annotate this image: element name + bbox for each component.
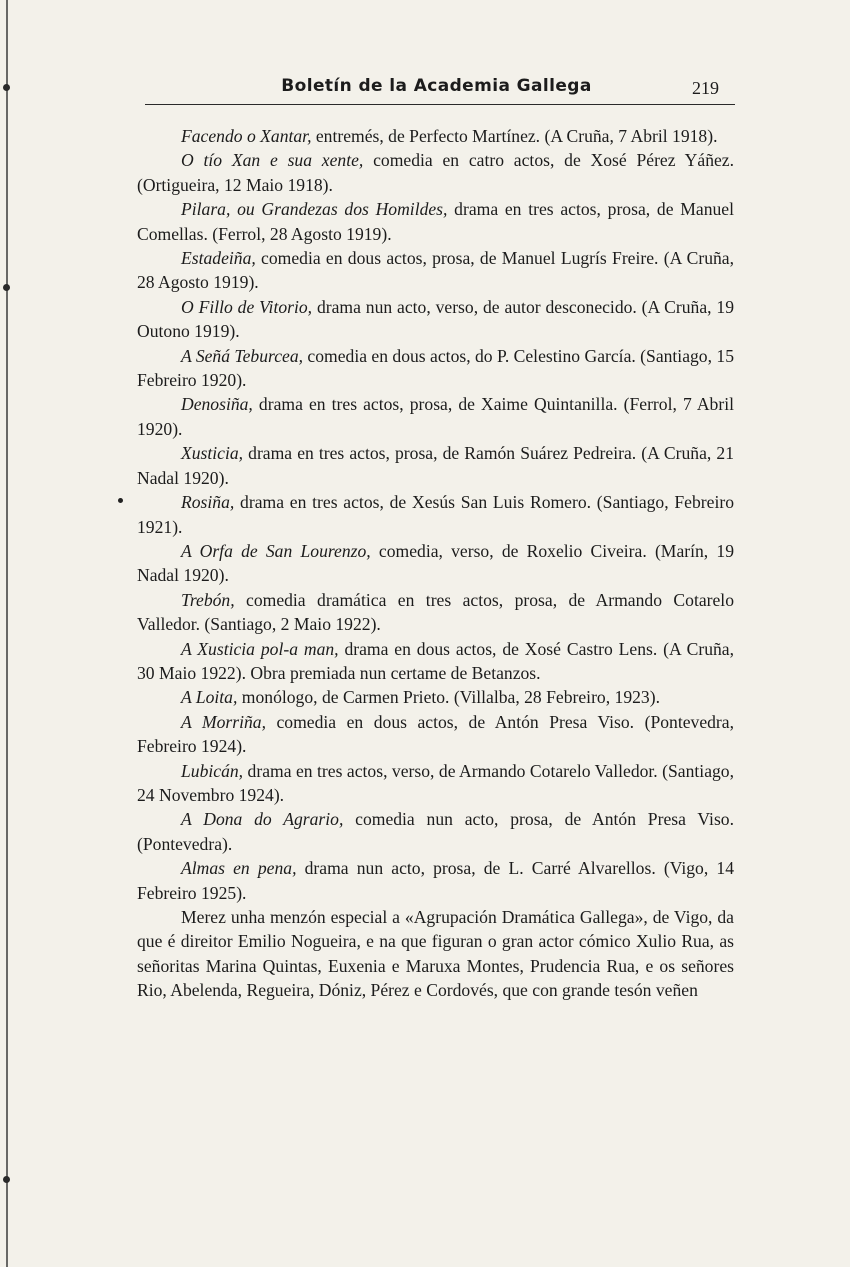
page-binding-edge [6,0,8,1267]
entry-details: monólogo, de Carmen Prieto. (Villalba, 28 Febreiro, 1923). [237,687,660,708]
entry-title: Pilara, ou Grandezas dos Homildes, [181,199,448,220]
entry-details: drama en tres actos, verso, de Armando Cotarelo Valledor. (Santiago, 24 Novembro 1924). [137,760,734,805]
list-item [137,807,734,856]
list-item [137,392,734,441]
list-item [137,344,734,393]
entry-title: Rosiña, [181,492,235,513]
list-item [137,441,734,490]
entry-details: drama en tres actos, prosa, de Ramón Suárez Pedreira. (A Cruña, 21 Nadal 1920). [137,443,734,488]
entry-title: Xusticia, [181,443,244,464]
list-item [137,148,734,197]
entry-details: comedia en catro actos, de Xosé Pérez Yáñez. (Ortigueira, 12 Maio 1918). [137,150,735,195]
entry-title: Facendo o Xantar, [181,126,312,146]
list-item [137,246,734,295]
entry-title: O Fillo de Vitorio, [181,296,313,317]
list-item [137,197,734,246]
header-rule [145,104,735,105]
entry-title: Trebón, [181,589,235,610]
page-number: 219 [692,78,719,98]
entry-details: drama en tres actos, prosa, de Manuel Comellas. (Ferrol, 28 Agosto 1919). [137,199,734,244]
page-header [140,74,733,104]
list-item [137,295,734,344]
entry-title: A Orfa de San Lourenzo, [181,540,371,561]
list-item [137,637,734,686]
entry-details: comedia en dous actos, prosa, de Manuel Lugrís Freire. (A Cruña, 28 Agosto 1919). [137,248,734,293]
entry-title: Denosiña, [181,394,253,415]
entry-title: A Loita, [181,687,238,708]
list-item [137,685,734,709]
entry-details: drama en tres actos, prosa, de Xaime Quintanilla. (Ferrol, 7 Abril 1920). [137,394,734,439]
list-item [137,710,734,759]
entry-title: Almas en pena, [181,858,297,879]
list-item [137,490,734,539]
play-list [137,124,734,1003]
entry-details: comedia dramática en tres actos, prosa, de Armando Cotarelo Valledor. (Santiago, 2 Maio 1922). [137,589,734,635]
list-item [137,759,734,808]
entry-details: comedia en dous actos, de Antón Presa Viso. (Pontevedra, Febreiro 1924). [137,711,735,757]
ink-blot [118,498,123,503]
binding-mark [3,1176,10,1183]
entry-title: Estadeiña, [181,248,256,269]
running-title: Boletín de la Academia Gallega [281,76,592,96]
entry-details: entremés, de Perfecto Martínez. (A Cruña, 7 Abril 1918). [311,126,718,146]
entry-details: drama nun acto, verso, de autor desconecido. (A Cruña, 19 Outono 1919). [137,296,734,342]
entry-title: Lubicán, [181,760,244,781]
entry-title: A Dona do Agrario, [181,809,344,830]
list-item [137,539,734,588]
entry-details: comedia en dous actos, do P. Celestino García. (Santiago, 15 Febreiro 1920). [137,345,734,391]
entry-title: O tío Xan e sua xente, [181,150,364,171]
entry-details: comedia nun acto, prosa, de Antón Presa Viso. (Pontevedra). [137,809,734,854]
entry-title: A Xusticia pol-a man, [181,638,339,659]
entry-details: drama en tres actos, de Xesús San Luis Romero. (Santiago, Febreiro 1921). [137,492,734,537]
binding-mark [3,84,10,91]
list-item [137,588,734,637]
entry-title: A Señá Teburcea, [181,345,304,366]
binding-mark [3,284,10,291]
list-item [137,856,734,905]
entry-title: A Morriña, [181,711,266,732]
closing-paragraph: Merez unha menzón especial a «Agrupación Dramática Gallega», de Vigo, da que é direitor Emilio Nogueira, e na que figuran o gran actor cómico Xulio Rua, as señoritas Marina Quintas, Euxenia e Maruxa Montes, Prudencia Rua, e os señores Rio, Abelenda, Regueira, Dóniz, Pérez e Cordovés, que con grande tesón veñen [137,907,734,1001]
list-item [137,124,734,148]
entry-details: comedia, verso, de Roxelio Civeira. (Marín, 19 Nadal 1920). [137,540,735,586]
entry-details: drama nun acto, prosa, de L. Carré Alvarellos. (Vigo, 14 Febreiro 1925). [137,858,734,903]
entry-details: drama en dous actos, de Xosé Castro Lens. (A Cruña, 30 Maio 1922). Obra premiada nun certame de Betanzos. [137,638,735,683]
